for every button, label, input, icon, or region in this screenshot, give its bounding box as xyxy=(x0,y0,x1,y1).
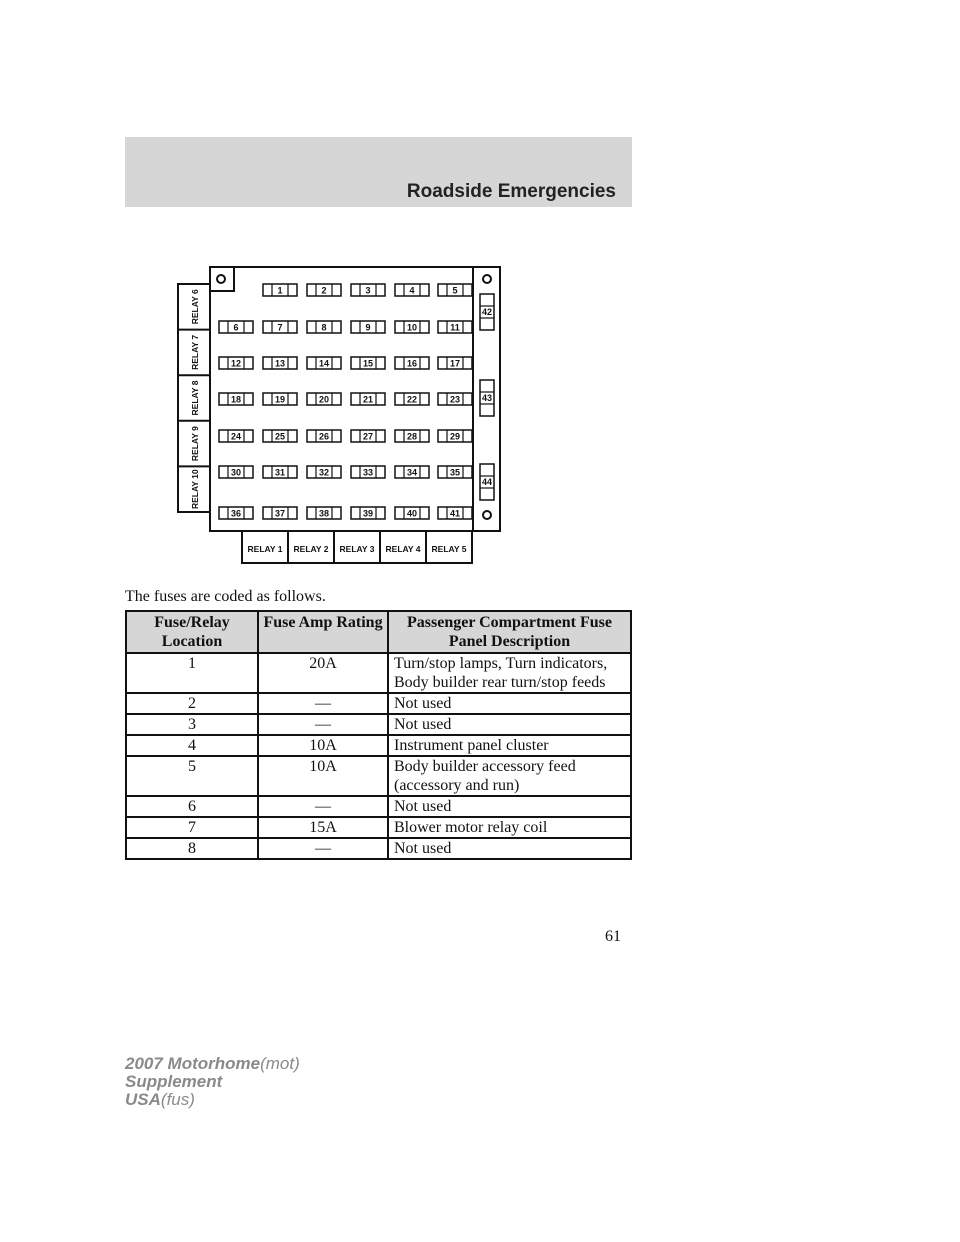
cell-amp-rating: — xyxy=(258,693,388,714)
fuse-label: 41 xyxy=(449,508,461,519)
table-body xyxy=(126,653,631,859)
table-row xyxy=(126,653,631,693)
relay-label: RELAY 9 xyxy=(190,426,200,462)
table-row xyxy=(126,714,631,735)
cell-amp-rating: — xyxy=(258,796,388,817)
relay-label: RELAY 5 xyxy=(431,544,467,554)
fuse-label: 22 xyxy=(406,394,418,405)
table-header-row xyxy=(126,611,631,653)
fuse-label: 11 xyxy=(450,322,460,333)
header-amp-rating: Fuse Amp Rating xyxy=(258,611,388,653)
cell-description: Body builder accessory feed (accessory and run) xyxy=(388,756,631,796)
cell-location: 1 xyxy=(126,653,258,693)
table-row xyxy=(126,817,631,838)
fuse-label: 37 xyxy=(274,508,286,519)
fuse-label: 27 xyxy=(362,431,374,442)
fuse-label: 7 xyxy=(277,322,283,333)
fuse-label: 15 xyxy=(362,358,374,369)
fuse-label: 1 xyxy=(277,285,283,296)
table-row xyxy=(126,838,631,859)
fuse-label: 19 xyxy=(274,394,286,405)
fuse-label: 35 xyxy=(449,467,461,478)
cell-location: 4 xyxy=(126,735,258,756)
fuse-label: 3 xyxy=(365,285,371,296)
fuse-label: 21 xyxy=(362,394,374,405)
fuse-label: 33 xyxy=(362,467,374,478)
fuse-label: 39 xyxy=(362,508,374,519)
fuse-label: 17 xyxy=(449,358,461,369)
fuse-label: 8 xyxy=(321,322,327,333)
table-row xyxy=(126,796,631,817)
fuse-panel-diagram xyxy=(170,262,510,572)
fuse-label: 2 xyxy=(321,285,327,296)
cell-amp-rating: 10A xyxy=(258,756,388,796)
table-row xyxy=(126,693,631,714)
fuse-label: 34 xyxy=(406,467,418,478)
header-location: Fuse/Relay Location xyxy=(126,611,258,653)
fuse-label: 5 xyxy=(452,285,458,296)
fuse-label: 24 xyxy=(230,431,242,442)
cell-location: 6 xyxy=(126,796,258,817)
section-title: Roadside Emergencies xyxy=(406,181,616,202)
cell-description: Not used xyxy=(388,838,631,859)
side-fuse-label: 43 xyxy=(481,393,493,403)
intro-text: The fuses are coded as follows. xyxy=(125,588,326,605)
fuse-label: 25 xyxy=(274,431,286,442)
fuse-label: 31 xyxy=(274,467,286,478)
cell-description: Blower motor relay coil xyxy=(388,817,631,838)
relay-label: RELAY 6 xyxy=(190,289,200,325)
cell-description: Not used xyxy=(388,714,631,735)
cell-description: Turn/stop lamps, Turn indicators, Body builder rear turn/stop feeds xyxy=(388,653,631,693)
cell-amp-rating: 20A xyxy=(258,653,388,693)
fuse-label: 6 xyxy=(233,322,239,333)
fuse-table xyxy=(125,610,632,860)
cell-location: 7 xyxy=(126,817,258,838)
table-row xyxy=(126,735,631,756)
table-row xyxy=(126,756,631,796)
fuse-label: 28 xyxy=(406,431,418,442)
relay-label: RELAY 2 xyxy=(293,544,329,554)
footer-line-2: Supplement xyxy=(125,1072,223,1091)
fuse-label: 38 xyxy=(318,508,330,519)
side-fuse-label: 42 xyxy=(481,307,493,317)
relay-label: RELAY 8 xyxy=(190,380,200,416)
fuse-label: 23 xyxy=(449,394,461,405)
relay-label: RELAY 1 xyxy=(247,544,283,554)
fuse-label: 36 xyxy=(230,508,242,519)
fuse-label: 16 xyxy=(406,358,418,369)
side-fuse-label: 44 xyxy=(481,477,493,487)
relay-label: RELAY 10 xyxy=(190,469,200,510)
cell-location: 8 xyxy=(126,838,258,859)
cell-description: Not used xyxy=(388,693,631,714)
relay-label: RELAY 4 xyxy=(385,544,421,554)
fuse-label: 13 xyxy=(274,358,286,369)
fuse-label: 29 xyxy=(449,431,461,442)
fuse-label: 9 xyxy=(365,322,371,333)
header-band xyxy=(125,137,632,207)
fuse-label: 10 xyxy=(406,322,418,333)
fuse-label: 26 xyxy=(318,431,330,442)
mounting-hole xyxy=(483,275,491,283)
mounting-hole xyxy=(217,275,225,283)
fuse-label: 4 xyxy=(409,285,415,296)
fuse-label: 14 xyxy=(318,358,330,369)
cell-description: Not used xyxy=(388,796,631,817)
fuse-label: 32 xyxy=(318,467,330,478)
cell-location: 5 xyxy=(126,756,258,796)
fuse-label: 20 xyxy=(318,394,330,405)
cell-description: Instrument panel cluster xyxy=(388,735,631,756)
footer xyxy=(125,1055,300,1109)
cell-location: 2 xyxy=(126,693,258,714)
cell-amp-rating: — xyxy=(258,714,388,735)
cell-amp-rating: 10A xyxy=(258,735,388,756)
page-number: 61 xyxy=(605,928,621,945)
fuse-label: 30 xyxy=(230,467,242,478)
fuse-label: 12 xyxy=(230,358,242,369)
fuse-label: 40 xyxy=(406,508,418,519)
fuse-label: 18 xyxy=(230,394,242,405)
mounting-hole xyxy=(483,511,491,519)
panel-notch xyxy=(210,267,234,291)
relay-label: RELAY 7 xyxy=(190,334,200,370)
cell-amp-rating: — xyxy=(258,838,388,859)
relay-label: RELAY 3 xyxy=(339,544,375,554)
footer-line-1: 2007 Motorhome(mot) xyxy=(125,1054,300,1073)
header-description: Passenger Compartment Fuse Panel Description xyxy=(388,611,631,653)
footer-line-3: USA(fus) xyxy=(125,1090,195,1109)
fuse-panel-svg xyxy=(170,262,510,567)
cell-location: 3 xyxy=(126,714,258,735)
cell-amp-rating: 15A xyxy=(258,817,388,838)
